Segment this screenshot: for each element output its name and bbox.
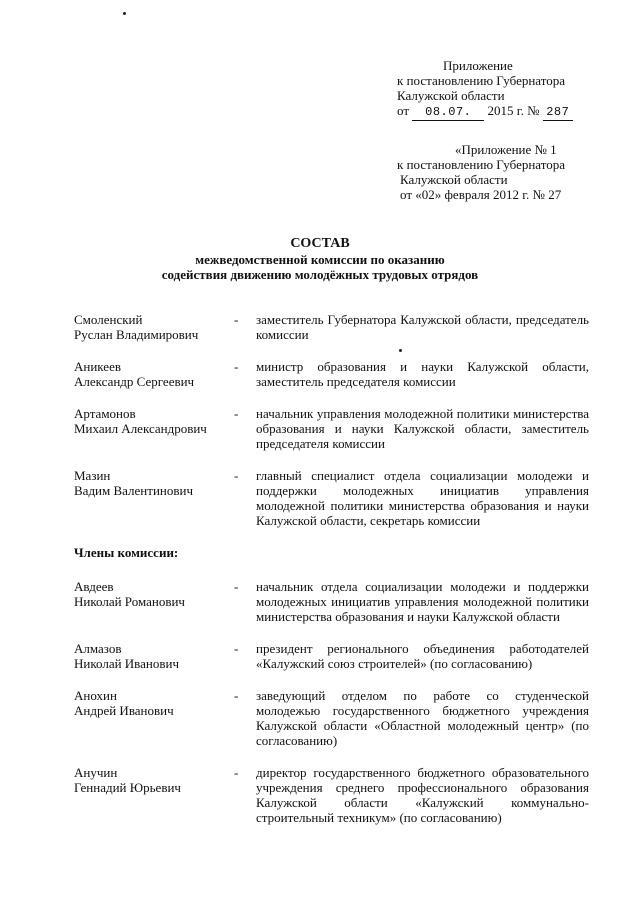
member-row — [74, 641, 589, 671]
leader-row — [74, 468, 589, 528]
member-given-names: Андрей Иванович — [74, 703, 174, 718]
date-prefix: от — [397, 103, 410, 118]
member-surname: Анохин — [74, 688, 117, 703]
appendix2-ref: к постановлению Губернатора — [397, 157, 566, 172]
member-role: главный специалист отдела социализации молодежи и поддержки молодежных инициатив управления молодежной политики министерства образования и науки Калужской области, секретарь комиссии — [256, 468, 589, 528]
members-heading: Члены комиссии: — [74, 545, 179, 560]
member-name — [74, 641, 234, 671]
title-main: СОСТАВ — [290, 236, 350, 251]
member-role: заведующий отделом по работе со студенческой молодежью государственного бюджетного учреждения Калужской области «Областной молодежный центр» (по согласованию) — [256, 688, 589, 748]
decree-number: 287 — [543, 105, 573, 121]
member-surname: Мазин — [74, 468, 111, 483]
appendix2-date: от «02» февраля 2012 г. № 27 — [400, 187, 562, 202]
member-given-names: Вадим Валентинович — [74, 483, 193, 498]
member-name — [74, 406, 234, 451]
member-role: министр образования и науки Калужской области, заместитель председателя комиссии — [256, 359, 589, 389]
member-name — [74, 359, 234, 389]
appendix-region: Калужской области — [397, 88, 505, 103]
decree-date: 08.07. — [412, 105, 484, 121]
member-dash: - — [234, 359, 239, 374]
member-dash: - — [234, 406, 239, 421]
title-sub1: межведомственной комиссии по оказанию — [195, 252, 445, 267]
appendix-original-header — [397, 142, 627, 202]
member-role: президент регионального объединения работодателей «Калужский союз строителей» (по согласованию) — [256, 641, 589, 671]
member-name — [74, 468, 234, 528]
member-dash: - — [234, 688, 239, 703]
member-dash: - — [234, 641, 239, 656]
member-given-names: Геннадий Юрьевич — [74, 780, 181, 795]
appendix2-title: «Приложение № 1 — [455, 142, 557, 157]
member-dash: - — [234, 468, 239, 483]
appendix-date-line — [397, 103, 627, 121]
member-role: начальник отдела социализации молодежи и поддержки молодежных инициатив управления молодежной политики министерства образования и науки Калужской области — [256, 579, 589, 624]
member-name — [74, 312, 234, 342]
commission-list — [74, 312, 589, 842]
appendix-ref: к постановлению Губернатора — [397, 73, 566, 88]
member-role: заместитель Губернатора Калужской области, председатель комиссии — [256, 312, 589, 342]
member-row — [74, 688, 589, 748]
member-given-names: Михаил Александрович — [74, 421, 207, 436]
member-surname: Анучин — [74, 765, 118, 780]
member-name — [74, 765, 234, 825]
member-given-names: Александр Сергеевич — [74, 374, 195, 389]
member-name — [74, 688, 234, 748]
member-given-names: Николай Иванович — [74, 656, 180, 671]
appendix-title: Приложение — [443, 58, 513, 73]
scan-speck — [123, 12, 126, 15]
appendix-header — [397, 58, 627, 121]
document-title — [0, 236, 640, 282]
appendix2-region: Калужской области — [400, 172, 508, 187]
member-surname: Аникеев — [74, 359, 121, 374]
member-role: начальник управления молодежной политики министерства образования и науки Калужской области, заместитель председателя комиссии — [256, 406, 589, 451]
member-given-names: Николай Романович — [74, 594, 185, 609]
member-surname: Артамонов — [74, 406, 136, 421]
member-dash: - — [234, 579, 239, 594]
member-dash: - — [234, 765, 239, 780]
member-given-names: Руслан Владимирович — [74, 327, 199, 342]
member-row — [74, 765, 589, 825]
member-surname: Смоленский — [74, 312, 143, 327]
title-sub2: содействия движению молодёжных трудовых отрядов — [161, 267, 479, 282]
date-mid: 2015 г. № — [487, 103, 540, 118]
member-row — [74, 579, 589, 624]
member-name — [74, 579, 234, 624]
leader-row — [74, 406, 589, 451]
leader-row — [74, 359, 589, 389]
member-surname: Авдеев — [74, 579, 114, 594]
leader-row — [74, 312, 589, 342]
member-surname: Алмазов — [74, 641, 122, 656]
member-role: директор государственного бюджетного образовательного учреждения среднего профессионального образования Калужской области «Калужский коммунально-строительный техникум» (по согласованию) — [256, 765, 589, 825]
member-dash: - — [234, 312, 239, 327]
